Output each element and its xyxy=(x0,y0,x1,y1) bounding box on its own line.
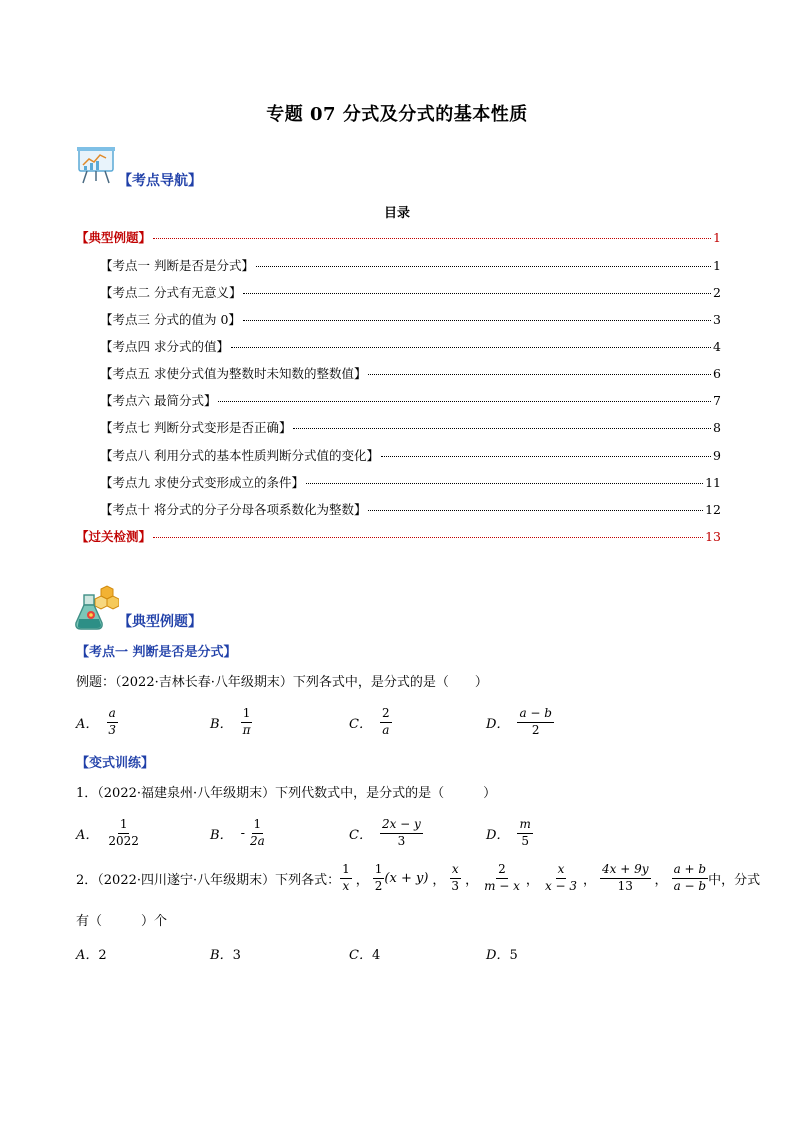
q1-option-c[interactable] xyxy=(349,814,423,852)
toc-entry-page: 4 xyxy=(713,339,721,354)
fraction-numerator: 1 xyxy=(252,818,264,834)
toc-entry-page: 13 xyxy=(705,529,721,544)
toc-entry-label: 【考点八 利用分式的基本性质判断分式值的变化】 xyxy=(100,448,379,463)
negative-sign: - xyxy=(240,825,245,841)
fraction-denominator: 3 xyxy=(451,878,460,893)
separator: ， xyxy=(583,872,597,888)
fraction-denominator: 2 xyxy=(531,722,540,737)
q1-option-a[interactable] xyxy=(76,814,141,852)
toc-leader xyxy=(368,374,711,375)
section-heading: 【典型例题】 xyxy=(118,614,202,630)
fraction-denominator: 13 xyxy=(617,878,633,893)
fraction-numerator: a xyxy=(107,707,118,723)
fraction-denominator: 2022 xyxy=(108,833,139,848)
example-option-b[interactable] xyxy=(210,703,252,741)
toc-entry-label: 【考点十 将分式的分子分母各项系数化为整数】 xyxy=(100,502,367,517)
example-option-c[interactable] xyxy=(349,703,392,741)
question-2-lead: 2．（2022·四川遂宁·八年级期末）下列各式： xyxy=(76,872,341,888)
toc-entry-label: 【考点六 最简分式】 xyxy=(100,393,217,408)
separator: ， xyxy=(432,872,446,888)
toc-entry[interactable] xyxy=(100,337,721,355)
toc-entry[interactable] xyxy=(100,500,721,518)
separator: ， xyxy=(355,872,369,888)
option-letter: D． xyxy=(486,827,510,843)
option-letter: C． xyxy=(349,827,372,843)
question-1: 1．（2022·福建泉州·八年级期末）下列代数式中，是分式的是（ ） xyxy=(76,786,497,801)
question-2-trail: 中，分式 xyxy=(708,872,761,888)
toc-entry[interactable] xyxy=(100,418,721,436)
toc-leader xyxy=(231,347,711,348)
option-letter: C． xyxy=(349,716,372,732)
toc-leader xyxy=(243,293,711,294)
toc-leader xyxy=(153,537,703,538)
toc-leader xyxy=(381,456,711,457)
separator: ， xyxy=(654,872,668,888)
option-value: 2 xyxy=(98,948,107,963)
fraction-numerator: x xyxy=(450,863,461,879)
toc-entry-page: 6 xyxy=(713,366,721,381)
fraction-denominator: 5 xyxy=(521,833,529,848)
toc-entry-label: 【考点九 求使分式变形成立的条件】 xyxy=(100,475,304,490)
q1-option-b[interactable] xyxy=(210,814,267,852)
option-letter: D． xyxy=(486,948,510,963)
toc-leader xyxy=(243,320,711,321)
toc-title: 目录 xyxy=(383,206,410,221)
q2-option-c[interactable] xyxy=(349,944,380,963)
toc-entry-page: 11 xyxy=(705,475,721,490)
fraction-numerator: 1 xyxy=(118,818,130,834)
fraction-numerator: 1 xyxy=(340,863,352,879)
toc-entry-page: 2 xyxy=(713,285,721,300)
q2-option-d[interactable] xyxy=(486,944,518,963)
toc-entry[interactable] xyxy=(100,283,721,301)
fraction-numerator: 2x − y xyxy=(380,818,423,834)
option-value: 5 xyxy=(509,948,518,963)
expression-tail: (x + y) xyxy=(384,870,429,886)
toc-leader xyxy=(218,401,711,402)
fraction-denominator: m − x xyxy=(484,878,520,893)
toc-leader xyxy=(293,428,711,429)
toc-leader xyxy=(368,510,703,511)
fraction-numerator: 1 xyxy=(373,863,385,879)
option-value: 4 xyxy=(371,948,381,963)
toc-leader xyxy=(256,266,711,267)
toc-entry-label: 【考点一 判断是否是分式】 xyxy=(100,258,254,273)
toc-leader xyxy=(153,238,711,239)
toc-entry[interactable] xyxy=(100,391,721,409)
toc-entry[interactable] xyxy=(100,364,721,382)
fraction-numerator: x xyxy=(556,863,567,879)
fraction-denominator: π xyxy=(242,722,251,737)
option-letter: A． xyxy=(76,948,99,963)
toc-entry-page: 12 xyxy=(705,502,721,517)
option-letter: D． xyxy=(486,716,510,732)
option-letter: B． xyxy=(210,716,233,732)
toc-entry-label: 【考点四 求分式的值】 xyxy=(100,339,229,354)
variant-heading: 【变式训练】 xyxy=(76,756,155,771)
toc-entry-page: 8 xyxy=(713,420,721,435)
example-option-d[interactable] xyxy=(486,703,554,741)
fraction-denominator: 2a xyxy=(249,833,265,848)
q1-option-d[interactable] xyxy=(486,814,533,852)
fraction-denominator: a xyxy=(382,722,390,737)
example-question: 例题：（2022·吉林长春·八年级期末）下列各式中，是分式的是（ ） xyxy=(76,675,488,690)
option-value: 3 xyxy=(232,948,241,963)
toc-entry[interactable] xyxy=(100,310,721,328)
fraction-denominator: 3 xyxy=(108,722,117,737)
toc-entry-page: 9 xyxy=(713,448,721,463)
toc-entry-label: 【过关检测】 xyxy=(76,529,152,544)
toc-leader xyxy=(306,483,703,484)
toc-entry-page: 7 xyxy=(713,393,721,408)
fraction-numerator: 1 xyxy=(241,707,253,723)
nav-heading: 【考点导航】 xyxy=(118,173,202,189)
toc-entry-label: 【考点三 分式的值为 0】 xyxy=(100,312,241,327)
fraction-numerator: m xyxy=(517,818,532,834)
fraction-denominator: x xyxy=(342,878,350,893)
toc-entry-label: 【考点七 判断分式变形是否正确】 xyxy=(100,420,292,435)
option-letter: C． xyxy=(349,948,372,963)
fraction-numerator: a − b xyxy=(517,707,554,723)
toc-entry-label: 【考点二 分式有无意义】 xyxy=(100,285,242,300)
fraction-numerator: 4x + 9y xyxy=(600,863,651,879)
toc-entry[interactable] xyxy=(100,446,721,464)
separator: ， xyxy=(465,872,479,888)
fraction-numerator: 2 xyxy=(380,707,392,723)
fraction-numerator: a + b xyxy=(672,863,709,879)
question-2-line xyxy=(76,859,760,897)
toc-entry[interactable] xyxy=(76,527,721,545)
fraction-denominator: 2 xyxy=(374,878,383,893)
fraction-denominator: x − 3 xyxy=(544,878,578,893)
fraction-denominator: 3 xyxy=(397,833,406,848)
presentation-board-icon xyxy=(75,145,119,185)
toc-entry-label: 【典型例题】 xyxy=(76,230,152,245)
q2-option-b[interactable] xyxy=(210,944,241,963)
q2-option-a[interactable] xyxy=(76,944,107,963)
toc-entry-page: 3 xyxy=(713,312,721,327)
option-letter: A． xyxy=(76,716,99,732)
fraction-denominator: a − b xyxy=(673,878,707,893)
lab-flask-icon xyxy=(73,585,119,631)
example-option-a[interactable] xyxy=(76,703,118,741)
page-title: 专题 07 分式及分式的基本性质 xyxy=(266,104,528,125)
topic-heading: 【考点一 判断是否是分式】 xyxy=(76,645,237,660)
question-2-line-2: 有（ ）个 xyxy=(76,914,168,929)
option-letter: B． xyxy=(210,948,233,963)
option-letter: B． xyxy=(210,827,233,843)
fraction-numerator: 2 xyxy=(496,863,508,879)
toc-entry[interactable] xyxy=(100,473,721,491)
separator: ， xyxy=(525,872,539,888)
toc-entry[interactable] xyxy=(76,228,721,246)
toc-entry-label: 【考点五 求使分式值为整数时未知数的整数值】 xyxy=(100,366,367,381)
toc-entry-page: 1 xyxy=(713,258,721,273)
option-letter: A． xyxy=(76,827,99,843)
toc-entry-page: 1 xyxy=(713,230,721,245)
toc-entry[interactable] xyxy=(100,256,721,274)
